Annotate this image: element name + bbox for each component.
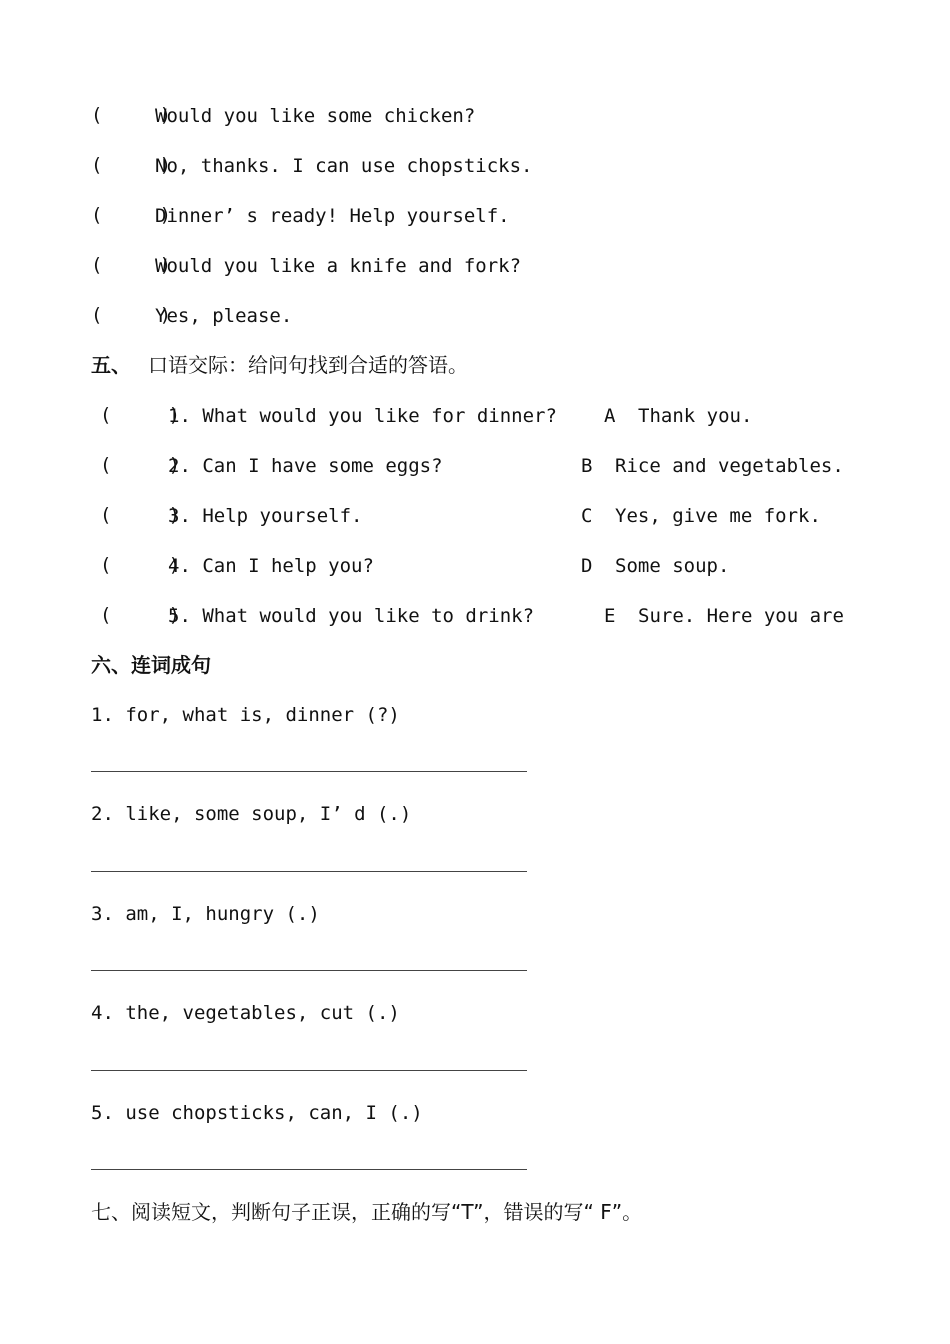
word-order-prompt: 2. like, some soup, I’ d (.)	[91, 803, 412, 825]
answer-parentheses[interactable]: ( )	[100, 604, 181, 626]
answer-parentheses[interactable]: ( )	[91, 254, 172, 276]
question-text: 5. What would you like to drink?	[168, 605, 535, 627]
answer-text: Sure. Here you are	[638, 605, 844, 627]
answer-line[interactable]	[91, 771, 527, 772]
word-order-prompt: 3. am, I, hungry (.)	[91, 903, 320, 925]
word-order-prompt: 4. the, vegetables, cut (.)	[91, 1002, 400, 1024]
answer-parentheses[interactable]: ( )	[91, 154, 172, 176]
section7-heading: 七、阅读短文，判断句子正误，正确的写“T”，错误的写“ F”。	[91, 1200, 643, 1224]
section6-heading: 六、连词成句	[91, 653, 211, 677]
answer-line[interactable]	[91, 871, 527, 872]
answer-text: Thank you.	[638, 405, 753, 427]
answer-parentheses[interactable]: ( )	[100, 554, 181, 576]
answer-letter: A	[604, 405, 616, 427]
question-text: 4. Can I help you?	[168, 555, 374, 577]
dialogue-sentence: No, thanks. I can use chopsticks.	[155, 155, 533, 177]
answer-letter: C	[581, 505, 593, 527]
section-number: 五、	[91, 353, 131, 377]
word-order-prompt: 1. for, what is, dinner (?)	[91, 704, 400, 726]
answer-text: Some soup.	[615, 555, 730, 577]
answer-parentheses[interactable]: ( )	[100, 454, 181, 476]
answer-text: Rice and vegetables.	[615, 455, 844, 477]
dialogue-sentence: Yes, please.	[155, 305, 293, 327]
answer-parentheses[interactable]: ( )	[100, 504, 181, 526]
answer-line[interactable]	[91, 970, 527, 971]
answer-line[interactable]	[91, 1070, 527, 1071]
answer-parentheses[interactable]: ( )	[91, 204, 172, 226]
dialogue-sentence: Dinner’ s ready! Help yourself.	[155, 205, 510, 227]
dialogue-sentence: Would you like some chicken?	[155, 105, 476, 127]
answer-parentheses[interactable]: ( )	[100, 404, 181, 426]
section-title: 口语交际：给问句找到合适的答语。	[148, 353, 468, 377]
answer-letter: B	[581, 455, 593, 477]
question-text: 1. What would you like for dinner?	[168, 405, 557, 427]
answer-text: Yes, give me fork.	[615, 505, 821, 527]
answer-letter: D	[581, 555, 593, 577]
answer-line[interactable]	[91, 1169, 527, 1170]
word-order-prompt: 5. use chopsticks, can, I (.)	[91, 1102, 423, 1124]
answer-parentheses[interactable]: ( )	[91, 104, 172, 126]
answer-parentheses[interactable]: ( )	[91, 304, 172, 326]
dialogue-sentence: Would you like a knife and fork?	[155, 255, 522, 277]
answer-letter: E	[604, 605, 616, 627]
question-text: 3. Help yourself.	[168, 505, 363, 527]
question-text: 2. Can I have some eggs?	[168, 455, 443, 477]
